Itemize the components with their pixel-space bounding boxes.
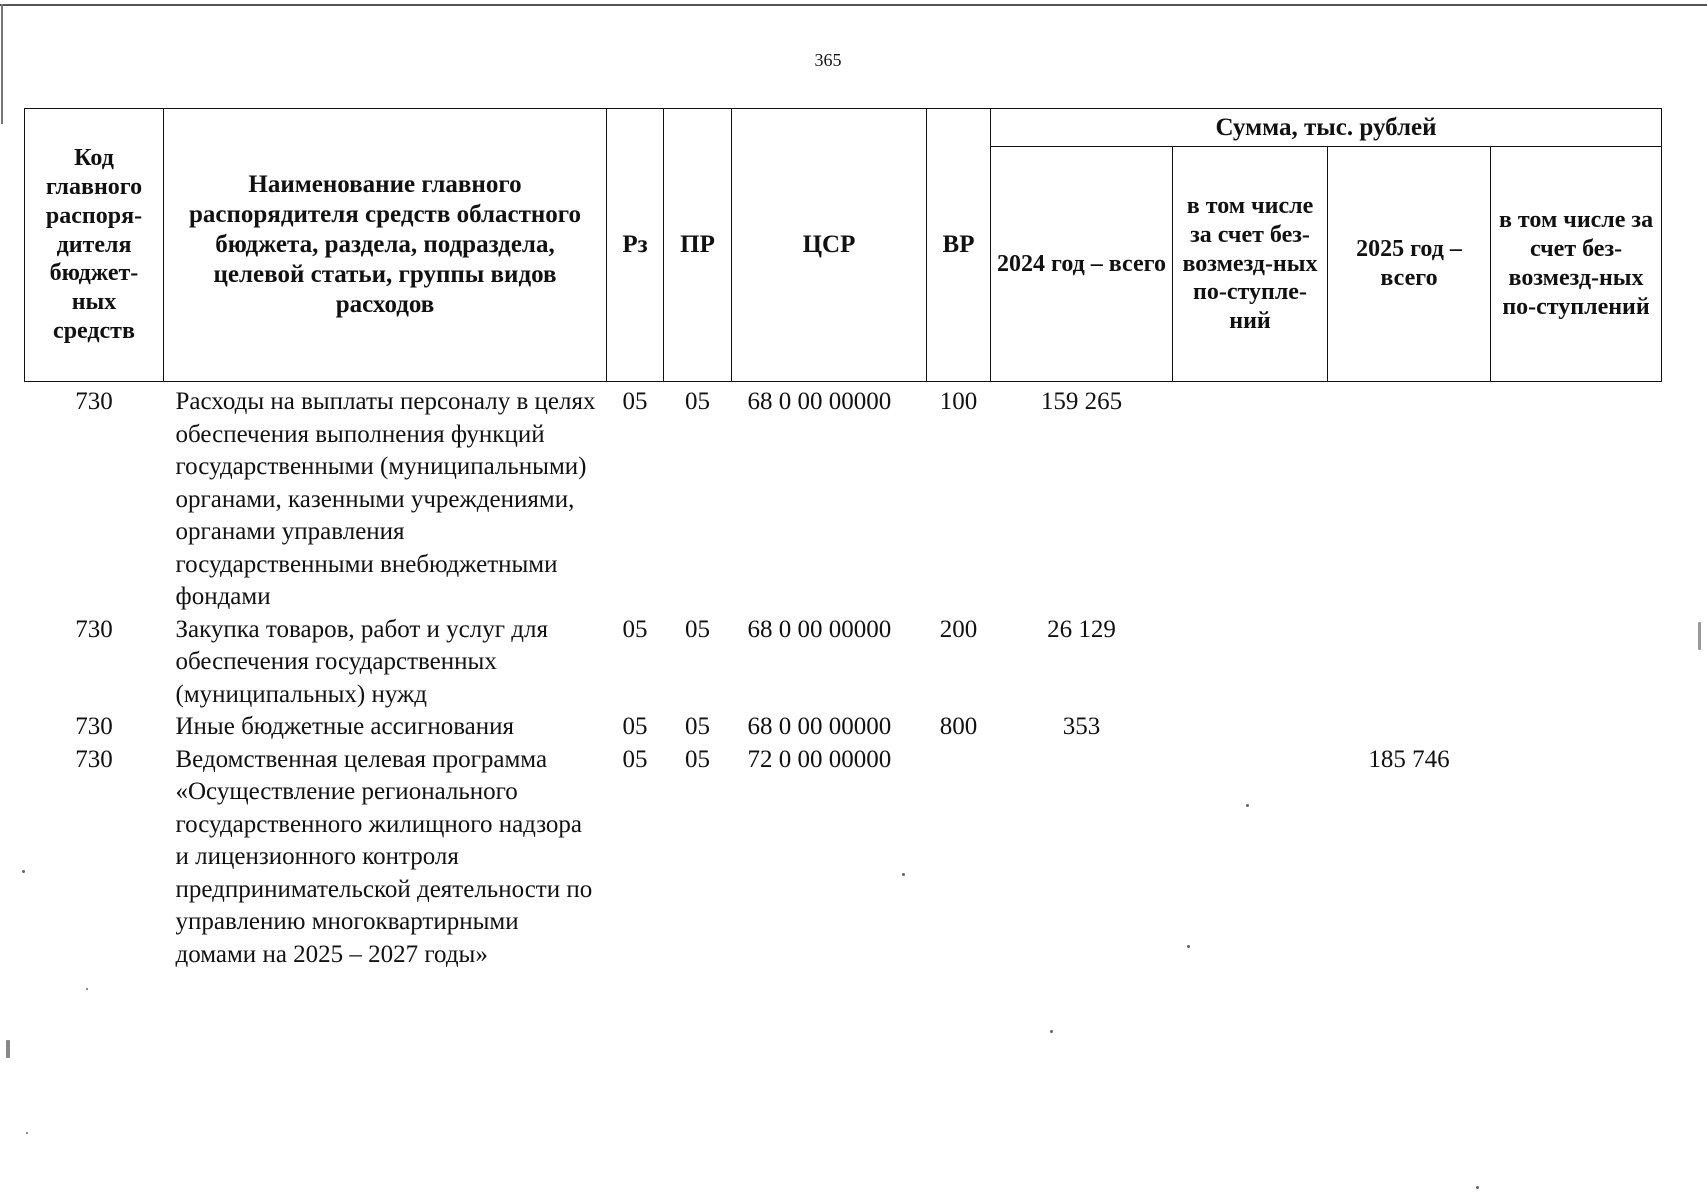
- cell-vr: 100: [939, 388, 978, 415]
- cell-pr: 05: [685, 388, 710, 415]
- scan-speck: [1050, 1030, 1053, 1033]
- page-number: 365: [814, 50, 842, 70]
- budget-table: [24, 108, 1662, 971]
- cell-2025-total: [1328, 614, 1491, 712]
- header-csr: ЦСР: [732, 109, 927, 382]
- cell-name: Закупка товаров, работ и услуг для обеспечения государственных (муниципальных) нужд: [175, 615, 548, 708]
- cell-csr: 72 0 00 00000: [747, 745, 892, 773]
- cell-pr: 05: [685, 615, 710, 643]
- scan-speck: [86, 988, 88, 990]
- cell-name: Иные бюджетные ассигнования: [175, 713, 515, 740]
- cell-2024-total: 159 265: [1040, 388, 1123, 415]
- cell-pr: 05: [685, 745, 710, 773]
- header-vr: ВР: [927, 109, 991, 382]
- scan-speck: [1476, 1186, 1479, 1189]
- cell-2025-total: [1328, 382, 1491, 614]
- header-sum-group: Сумма, тыс. рублей: [991, 109, 1662, 147]
- cell-2024-free: [1173, 382, 1328, 614]
- cell-code: 730: [75, 713, 113, 740]
- cell-name: Расходы на выплаты персоналу в целях обеспечения выполнения функций государственными (муниципальными) органами, казенными учреждениями, органами управления государственными внебюджетными фондами: [175, 388, 596, 610]
- cell-name: Ведомственная целевая программа «Осуществление регионального государственного жилищного надзора и лицензионного контроля предпринимательской деятельности по управлению многоквартирными домами на 2025 – 2027 годы»: [175, 745, 593, 968]
- cell-rz: 05: [622, 713, 648, 740]
- header-rz: Рз: [607, 109, 664, 382]
- cell-csr: 68 0 00 00000: [747, 713, 892, 740]
- scan-speck: [1246, 804, 1249, 807]
- cell-2024-free: [1173, 614, 1328, 712]
- scan-speck: [26, 1132, 28, 1134]
- cell-rz: 05: [622, 615, 648, 643]
- header-code: Код главного распоря-дителя бюджет-ных средств: [25, 109, 164, 382]
- cell-2025-total: [1328, 711, 1491, 744]
- cell-2024-total: [991, 744, 1173, 972]
- scan-speck: [6, 1040, 10, 1058]
- cell-code: 730: [75, 745, 113, 773]
- cell-2025-free: [1491, 711, 1662, 744]
- cell-2024-total: 26 129: [1047, 615, 1116, 643]
- header-pr: ПР: [664, 109, 732, 382]
- scan-edge-top: [0, 4, 1707, 6]
- header-2024-free: в том числе за счет без-возмезд-ных по-ступле-ний: [1173, 147, 1328, 382]
- cell-csr: 68 0 00 00000: [747, 615, 892, 643]
- cell-code: 730: [75, 615, 113, 643]
- scan-speck: [1698, 622, 1701, 650]
- table-row: [25, 382, 1662, 614]
- cell-pr: 05: [685, 713, 710, 740]
- scan-speck: [902, 873, 905, 876]
- table-body: [25, 382, 1662, 972]
- cell-2025-free: [1491, 614, 1662, 712]
- header-name: Наименование главного распорядителя средств областного бюджета, раздела, подраздела, целевой статьи, группы видов расходов: [164, 109, 607, 382]
- cell-vr: 200: [939, 615, 978, 643]
- cell-code: 730: [75, 388, 113, 415]
- scan-speck: [22, 870, 25, 873]
- cell-2025-free: [1491, 382, 1662, 614]
- scan-speck: [1187, 945, 1190, 948]
- cell-csr: 68 0 00 00000: [747, 388, 892, 415]
- cell-2024-free: [1173, 744, 1328, 972]
- cell-vr: [927, 744, 991, 972]
- cell-2024-free: [1173, 711, 1328, 744]
- cell-vr: 800: [939, 713, 978, 740]
- table-row: [25, 614, 1662, 712]
- table-header: [25, 109, 1662, 382]
- table-row: [25, 711, 1662, 744]
- table-row: [25, 744, 1662, 972]
- cell-2024-total: 353: [1062, 713, 1101, 740]
- header-2025-free: в том числе за счет без-возмезд-ных по-ступлений: [1491, 147, 1662, 382]
- cell-2025-free: [1491, 744, 1662, 972]
- cell-rz: 05: [622, 388, 648, 415]
- cell-rz: 05: [622, 745, 648, 773]
- cell-2025-total: 185 746: [1368, 745, 1450, 773]
- header-2025-total: 2025 год – всего: [1328, 147, 1491, 382]
- header-2024-total: 2024 год – всего: [991, 147, 1173, 382]
